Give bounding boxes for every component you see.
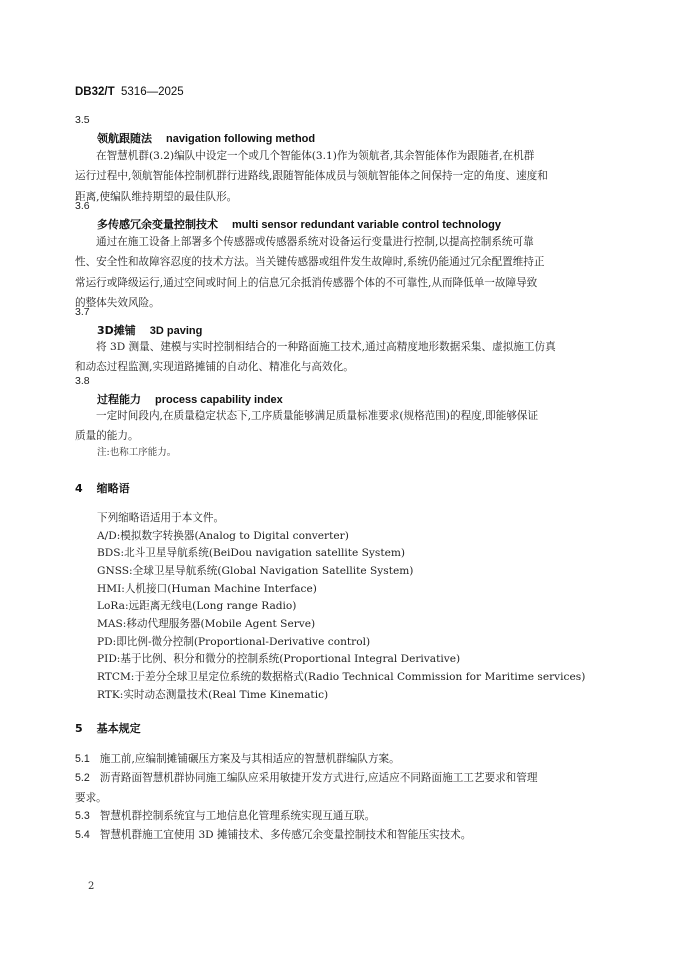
term-title	[97, 216, 501, 232]
section-title: 基本规定	[96, 722, 141, 735]
definition-line: 性、安全性和故障容忍度的技术方法。当关键传感器或组件发生故障时,系统仍能通过冗余配置维持正	[75, 256, 545, 269]
section-number: 4	[75, 482, 83, 495]
definition-line: 一定时间段内,在质量稳定状态下,工序质量能够满足质量标准要求(规格范围)的程度,即能够保证	[96, 410, 539, 422]
abbreviation-item: A/D:模拟数字转换器(Analog to Digital converter)	[97, 529, 349, 542]
clause	[75, 825, 593, 845]
abbreviation-item: HMI:人机接口(Human Machine Interface)	[97, 582, 317, 595]
term-title-zh: 过程能力	[97, 393, 141, 406]
definition-line: 质量的能力。	[75, 430, 139, 443]
term-definition	[75, 146, 593, 207]
definition-line: 将 3D 测量、建模与实时控制相结合的一种路面施工技术,通过高精度地形数据采集、虚拟施工仿真	[96, 341, 556, 353]
abbreviation-item: PD:即比例-微分控制(Proportional-Derivative control)	[97, 635, 371, 648]
standard-number: 5316—2025	[121, 86, 184, 98]
definition-line: 在智慧机群(3.2)编队中设定一个或几个智能体(3.1)作为领航者,其余智能体作为跟随者,在机群	[96, 150, 535, 162]
section-number: 5	[75, 722, 83, 735]
term-definition	[75, 406, 593, 447]
term-title-en: navigation following method	[166, 133, 316, 145]
term-number: 3.6	[75, 200, 90, 212]
term-number: 3.7	[75, 306, 90, 318]
term-definition	[75, 337, 593, 378]
clause-text: 智慧机群施工宜使用 3D 摊铺技术、多传感冗余变量控制技术和智能压实技术。	[99, 829, 472, 841]
term-title-zh: 3D摊铺	[97, 324, 136, 337]
term-number: 3.8	[75, 375, 90, 387]
clause-number: 5.2	[75, 772, 90, 784]
clause-text: 智慧机群控制系统宜与工地信息化管理系统实现互通互联。	[99, 810, 376, 822]
abbreviation-item: RTCM:于差分全球卫星定位系统的数据格式(Radio Technical Commission for Maritime services)	[97, 670, 586, 683]
abbreviation-item: RTK:实时动态测量技术(Real Time Kinematic)	[97, 688, 329, 701]
term-title-en: multi sensor redundant variable control technology	[232, 219, 501, 231]
abbreviation-item: LoRa:远距离无线电(Long range Radio)	[97, 600, 297, 613]
standard-prefix: DB32/T	[75, 86, 115, 98]
definition-line: 通过在施工设备上部署多个传感器或传感器系统对设备运行变量进行控制,以提高控制系统可靠	[96, 236, 534, 248]
definition-line: 和动态过程监测,实现道路摊铺的自动化、精准化与高效化。	[75, 361, 354, 374]
standard-header	[75, 86, 184, 98]
abbreviation-item: BDS:北斗卫星导航系统(BeiDou navigation satellite System)	[97, 547, 406, 560]
clause-number: 5.3	[75, 810, 90, 822]
term-title	[97, 130, 315, 146]
section-heading	[75, 720, 141, 736]
term-note: 注:也称工序能力。	[97, 447, 177, 458]
term-definition	[75, 232, 593, 313]
term-title	[97, 391, 283, 407]
term-title	[97, 322, 202, 338]
clause-text: 施工前,应编制摊铺碾压方案及与其相适应的智慧机群编队方案。	[99, 753, 400, 765]
abbreviation-item: PID:基于比例、积分和微分的控制系统(Proportional Integral Derivative)	[97, 653, 461, 666]
term-title-en: 3D paving	[149, 325, 203, 337]
clause-number: 5.1	[75, 753, 90, 765]
term-title-en: process capability index	[155, 394, 283, 406]
term-title-zh: 领航跟随法	[97, 132, 152, 145]
section-heading	[75, 480, 130, 496]
abbreviation-item: GNSS:全球卫星导航系统(Global Navigation Satellite System)	[97, 564, 414, 577]
page-number: 2	[88, 881, 95, 892]
definition-line: 的整体失效风险。	[75, 296, 160, 309]
section-title: 缩略语	[96, 482, 130, 495]
clause	[75, 768, 593, 808]
clause	[75, 806, 593, 826]
clause-text: 要求。	[75, 792, 107, 804]
clause	[75, 749, 593, 769]
term-number: 3.5	[75, 114, 90, 126]
definition-line: 距离,使编队维持期望的最佳队形。	[75, 190, 238, 203]
clause-text: 沥青路面智慧机群协同施工编队应采用敏捷开发方式进行,应适应不同路面施工工艺要求和管理	[99, 772, 538, 784]
abbreviation-list	[97, 510, 585, 704]
abbreviation-intro: 下列缩略语适用于本文件。	[97, 512, 225, 524]
clause-number: 5.4	[75, 829, 90, 841]
definition-line: 常运行或降级运行,通过空间或时间上的信息冗余抵消传感器个体的不可靠性,从而降低单一故障导致	[75, 276, 538, 289]
term-title-zh: 多传感冗余变量控制技术	[97, 218, 218, 231]
definition-line: 运行过程中,领航智能体控制机群行进路线,跟随智能体成员与领航智能体之间保持一定的角度、速度和	[75, 170, 548, 183]
abbreviation-item: MAS:移动代理服务器(Mobile Agent Serve)	[97, 617, 316, 630]
